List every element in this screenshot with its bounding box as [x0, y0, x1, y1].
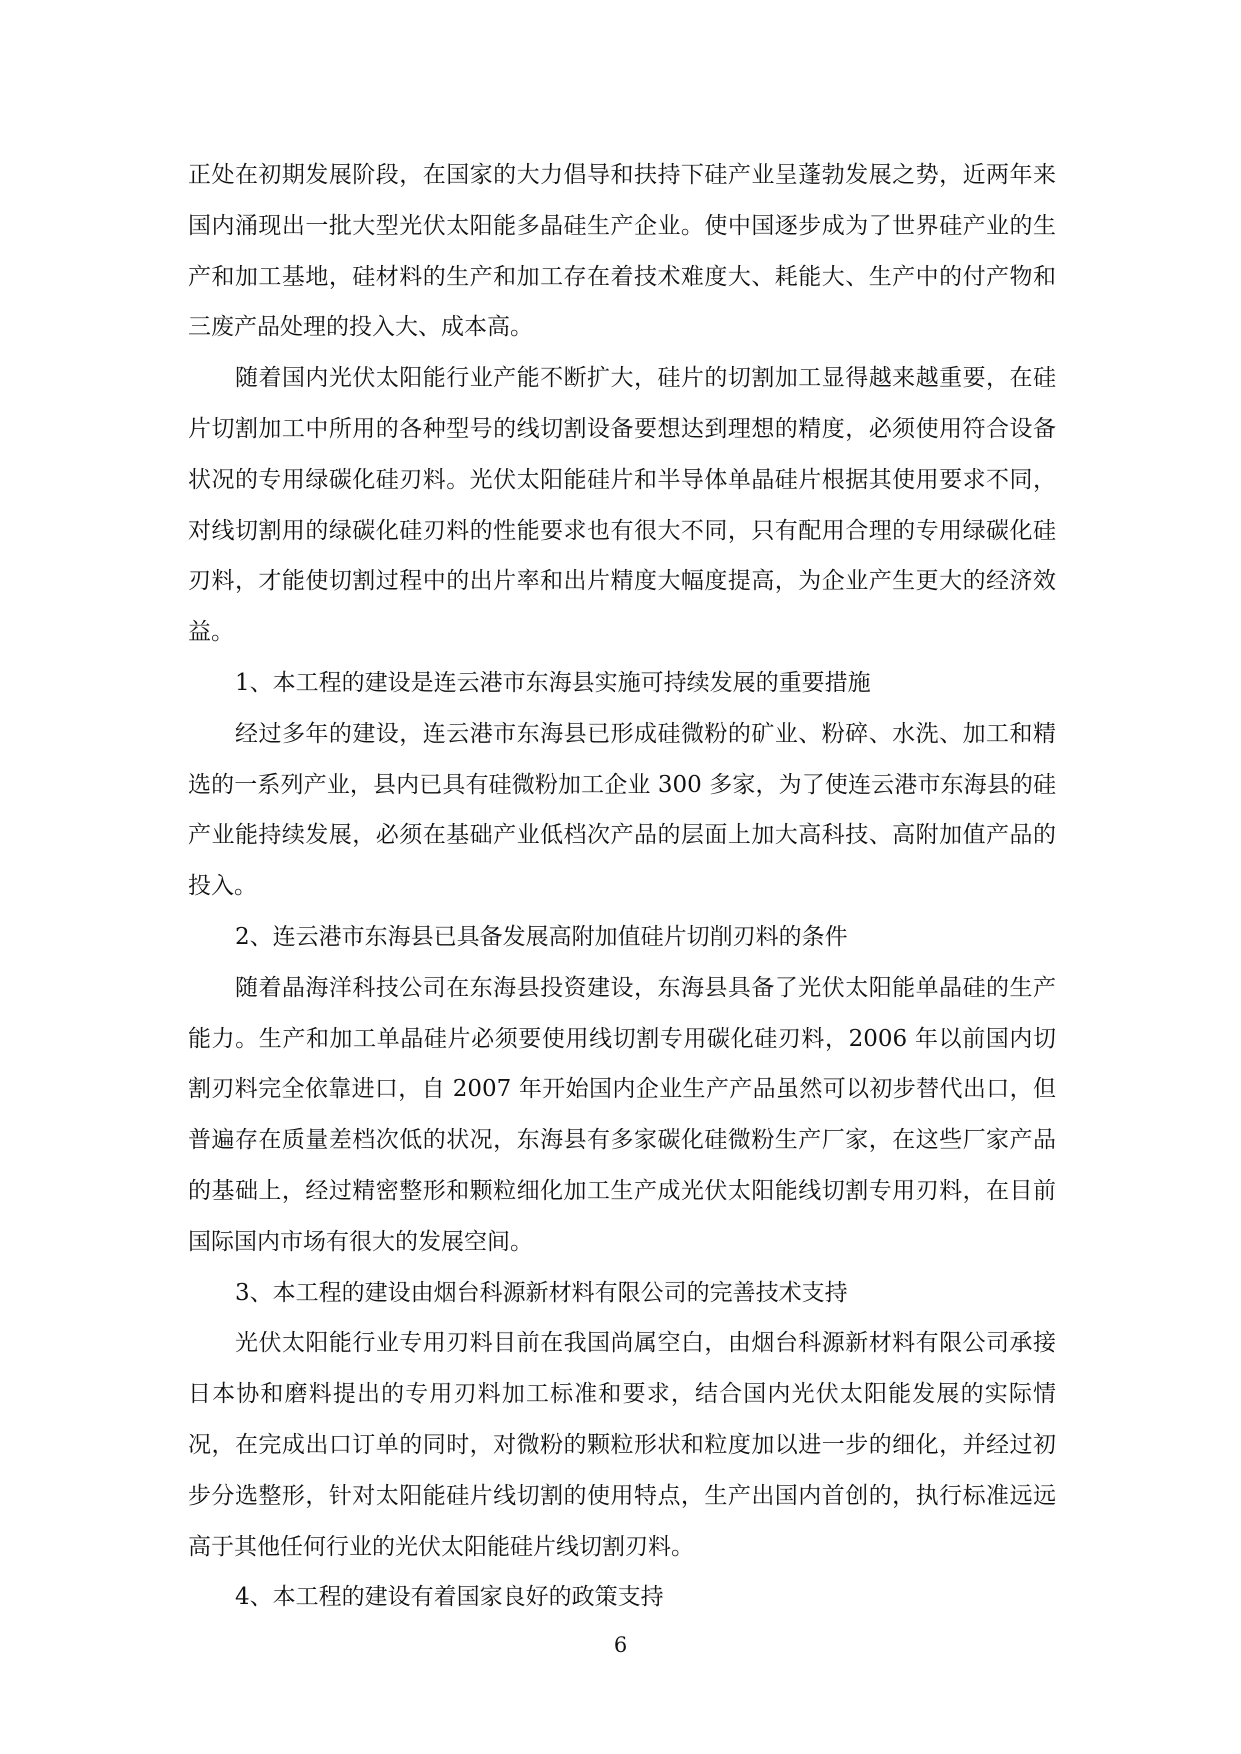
page-number: 6: [613, 1633, 628, 1657]
section-heading: 2、连云港市东海县已具备发展高附加值硅片切削刃料的条件: [235, 923, 848, 950]
section-heading: 4、本工程的建设有着国家良好的政策支持: [235, 1584, 664, 1611]
section-heading: 3、本工程的建设由烟台科源新材料有限公司的完善技术支持: [235, 1279, 848, 1306]
paragraph: 随着晶海洋科技公司在东海县投资建设，东海县具备了光伏太阳能单晶硅的生产能力。生产和加工单晶硅片必须要使用线切割专用碳化硅刃料，2006 年以前国内切割刃料完全依靠进口，自 2007 年开始国内企业生产产品虽然可以初步替代出口，但普遍存在质量差档次低的状况，东海县有多家碳化硅微粉生产厂家，在这些厂家产品的基础上，经过精密整形和颗粒细化加工生产成光伏太阳能线切割专用刃料，在目前国际国内市场有很大的发展空间。: [188, 974, 1056, 1255]
paragraph-continuation: 正处在初期发展阶段，在国家的大力倡导和扶持下硅产业呈蓬勃发展之势，近两年来国内涌现出一批大型光伏太阳能多晶硅生产企业。使中国逐步成为了世界硅产业的生产和加工基地，硅材料的生产和加工存在着技术难度大、耗能大、生产中的付产物和三废产品处理的投入大、成本高。: [188, 162, 1056, 341]
body-text: [188, 150, 1056, 1623]
paragraph: 随着国内光伏太阳能行业产能不断扩大，硅片的切割加工显得越来越重要，在硅片切割加工中所用的各种型号的线切割设备要想达到理想的精度，必须使用符合设备状况的专用绿碳化硅刃料。光伏太阳能硅片和半导体单晶硅片根据其使用要求不同，对线切割用的绿碳化硅刃料的性能要求也有很大不同，只有配用合理的专用绿碳化硅刃料，才能使切割过程中的出片率和出片精度大幅度提高，为企业产生更大的经济效益。: [188, 365, 1056, 646]
section-heading: 1、本工程的建设是连云港市东海县实施可持续发展的重要措施: [235, 669, 871, 696]
paragraph: 光伏太阳能行业专用刃料目前在我国尚属空白，由烟台科源新材料有限公司承接日本协和磨料提出的专用刃料加工标准和要求，结合国内光伏太阳能发展的实际情况，在完成出口订单的同时，对微粉的颗粒形状和粒度加以进一步的细化，并经过初步分选整形，针对太阳能硅片线切割的使用特点，生产出国内首创的，执行标准远远高于其他任何行业的光伏太阳能硅片线切割刃料。: [188, 1330, 1056, 1560]
paragraph: 经过多年的建设，连云港市东海县已形成硅微粉的矿业、粉碎、水洗、加工和精选的一系列产业，县内已具有硅微粉加工企业 300 多家，为了使连云港市东海县的硅产业能持续发展，必须在基础产业低档次产品的层面上加大高科技、高附加值产品的投入。: [188, 720, 1056, 900]
